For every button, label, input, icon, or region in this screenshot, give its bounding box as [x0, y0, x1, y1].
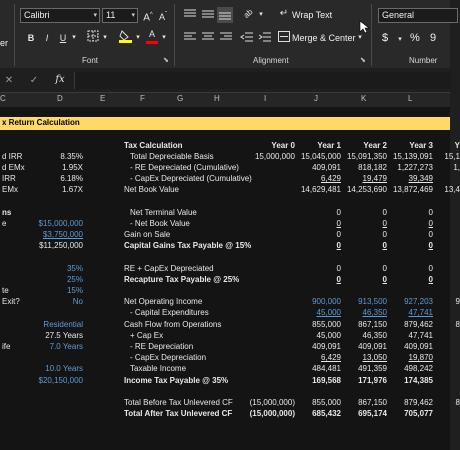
table-cell[interactable]: 491,359	[358, 364, 387, 373]
column-header-k[interactable]: K	[361, 94, 367, 103]
row-label[interactable]: Net Operating Income	[124, 297, 203, 306]
table-cell[interactable]: 867,150	[358, 320, 387, 329]
table-cell[interactable]: 927,203	[404, 297, 433, 306]
align-center-icon	[202, 32, 214, 42]
font-name-combobox[interactable]: Calibri ▾	[20, 8, 100, 23]
ribbon-separator	[14, 4, 15, 66]
table-cell[interactable]: 0	[382, 275, 387, 284]
table-cell[interactable]: 409,091	[404, 342, 433, 351]
align-top-icon	[184, 9, 196, 19]
table-cell[interactable]: 45,000	[316, 308, 341, 317]
middle-align-button[interactable]	[201, 9, 215, 23]
column-header-l[interactable]: L	[408, 94, 413, 103]
currency-format-button[interactable]: $	[382, 32, 389, 44]
column-header-e[interactable]: E	[100, 94, 106, 103]
row-label[interactable]: - Net Book Value	[130, 219, 190, 228]
table-cell[interactable]: 8	[455, 398, 460, 407]
bold-button[interactable]: B	[27, 33, 35, 43]
table-cell[interactable]: 0	[428, 230, 433, 239]
italic-button[interactable]: I	[45, 33, 49, 43]
table-cell[interactable]: 46,350	[362, 308, 387, 317]
input-value[interactable]: No	[72, 297, 83, 306]
chevron-down-icon: ▾	[93, 12, 97, 19]
table-cell[interactable]: 0	[382, 264, 387, 273]
clipboard-partial-label: er	[0, 38, 9, 48]
table-cell[interactable]: 705,077	[404, 409, 433, 418]
table-cell[interactable]: 0	[382, 208, 387, 217]
table-cell[interactable]: 879,462	[404, 320, 433, 329]
column-header-c[interactable]: C	[0, 94, 6, 103]
table-cell[interactable]: 6,429	[320, 174, 341, 183]
paint-bucket-icon	[119, 29, 132, 43]
table-header[interactable]: Year 2	[363, 141, 387, 150]
input-label[interactable]: e	[2, 219, 7, 228]
table-cell[interactable]: 45,000	[316, 331, 341, 340]
font-size-combobox[interactable]: 11 ▾	[102, 8, 138, 23]
table-cell[interactable]: 15,000,000	[254, 152, 295, 161]
row-label[interactable]: Gain on Sale	[124, 230, 171, 239]
table-cell[interactable]: 498,242	[404, 364, 433, 373]
table-cell[interactable]: 685,432	[312, 409, 341, 418]
table-cell[interactable]: 0	[336, 275, 341, 284]
borders-icon	[87, 30, 99, 42]
merge-center-icon	[278, 31, 290, 46]
chevron-down-icon[interactable]: ▾	[162, 34, 166, 41]
section-title: x Return Calculation	[2, 118, 80, 127]
column-header-j[interactable]: J	[314, 94, 318, 103]
fill-color-button[interactable]	[118, 29, 132, 47]
table-header[interactable]: Year 1	[317, 141, 341, 150]
row-label[interactable]: Net Book Value	[124, 185, 179, 194]
input-label[interactable]: IRR	[2, 174, 16, 183]
input-value[interactable]: 1.67X	[62, 185, 83, 194]
chevron-down-icon: ▾	[131, 12, 135, 19]
row-label[interactable]: Income Tax Payable @ 35%	[124, 376, 229, 385]
input-value[interactable]: 15%	[66, 286, 83, 295]
row-label[interactable]: Total Before Tax Unlevered CF	[124, 398, 233, 407]
table-cell[interactable]: (15,000,000)	[249, 398, 295, 407]
increase-indent-icon	[259, 32, 271, 42]
table-cell[interactable]: 409,091	[312, 163, 341, 172]
input-value[interactable]: 35%	[66, 264, 83, 273]
row-label[interactable]: + Cap Ex	[130, 331, 164, 340]
table-cell[interactable]: 14,629,481	[300, 185, 341, 194]
decrease-indent-icon	[241, 32, 253, 42]
column-header-g[interactable]: G	[177, 94, 184, 103]
table-cell[interactable]: 47,741	[408, 331, 433, 340]
bottom-align-button[interactable]	[217, 7, 233, 23]
ribbon	[0, 0, 450, 68]
table-cell[interactable]: 695,174	[358, 409, 387, 418]
input-label[interactable]: d EMx	[2, 163, 25, 172]
input-value[interactable]: 27.5 Years	[45, 331, 83, 340]
input-value[interactable]: 6.18%	[60, 174, 83, 183]
input-value[interactable]: 8.35%	[60, 152, 83, 161]
table-header[interactable]: Tax Calculation	[124, 141, 183, 150]
table-cell[interactable]: 39,349	[408, 174, 433, 183]
column-header-i[interactable]: I	[264, 94, 267, 103]
table-cell[interactable]: 15,091,350	[346, 152, 387, 161]
wrap-text-icon: ↵	[279, 8, 289, 19]
input-label[interactable]: Exit?	[2, 297, 20, 306]
input-label[interactable]: d IRR	[2, 152, 23, 161]
section-title-bar	[0, 117, 450, 130]
chevron-down-icon[interactable]: ▾	[103, 34, 107, 41]
align-middle-icon	[202, 9, 214, 19]
table-cell[interactable]: 818,182	[358, 163, 387, 172]
row-label[interactable]: - Capital Expenditures	[130, 308, 209, 317]
table-cell[interactable]: 0	[336, 230, 341, 239]
orientation-button[interactable]	[240, 8, 256, 20]
wrap-text-button[interactable]: Wrap Text	[292, 10, 333, 20]
table-cell[interactable]: 19,479	[362, 174, 387, 183]
percent-format-button[interactable]: %	[410, 32, 420, 44]
column-header-d[interactable]: D	[57, 94, 63, 103]
table-cell[interactable]: 409,091	[312, 342, 341, 351]
table-cell[interactable]: 174,385	[404, 376, 433, 385]
input-value[interactable]: $3,750,000	[42, 230, 83, 239]
table-cell[interactable]: 1,227,273	[397, 163, 433, 172]
table-cell[interactable]: 0	[382, 241, 387, 250]
table-cell[interactable]: 0	[382, 219, 387, 228]
table-cell[interactable]: 14,253,690	[346, 185, 387, 194]
formula-bar	[0, 70, 450, 93]
table-cell[interactable]: 855,000	[312, 398, 341, 407]
mouse-cursor-icon	[360, 21, 369, 34]
table-cell[interactable]: 15,139,091	[392, 152, 433, 161]
align-right-button[interactable]	[219, 32, 233, 46]
table-cell[interactable]: 0	[428, 208, 433, 217]
table-cell[interactable]: 1,	[453, 163, 460, 172]
table-cell[interactable]: 46,350	[362, 331, 387, 340]
increase-indent-button[interactable]	[258, 32, 272, 46]
row-label[interactable]: Total After Tax Unlevered CF	[124, 409, 233, 418]
chevron-down-icon[interactable]: ▾	[259, 11, 263, 18]
table-cell[interactable]: 879,462	[404, 398, 433, 407]
input-label[interactable]: EMx	[2, 185, 18, 194]
table-cell[interactable]: 409,091	[358, 342, 387, 351]
underline-button[interactable]: U	[59, 33, 67, 43]
table-cell[interactable]: 0	[428, 264, 433, 273]
row-label[interactable]: - CapEx Depreciation	[130, 353, 207, 362]
table-cell[interactable]: 15,1	[444, 152, 460, 161]
input-value[interactable]: 25%	[66, 275, 83, 284]
input-label[interactable]: ife	[2, 342, 11, 351]
input-label[interactable]: ns	[2, 208, 12, 217]
orientation-icon: ab	[241, 7, 254, 20]
group-label-alignment: Alignment	[253, 56, 289, 65]
row-label[interactable]: - RE Depreciation	[130, 342, 194, 351]
table-cell[interactable]: 0	[428, 219, 433, 228]
table-cell[interactable]: 0	[336, 219, 341, 228]
row-label[interactable]: - RE Depreciated (Cumulative)	[130, 163, 239, 172]
table-cell[interactable]: 0	[336, 264, 341, 273]
table-cell[interactable]: 0	[428, 241, 433, 250]
align-center-button[interactable]	[201, 32, 215, 46]
chevron-down-icon[interactable]: ▾	[398, 36, 402, 43]
table-cell[interactable]: 0	[336, 241, 341, 250]
table-cell[interactable]: 13,050	[362, 353, 387, 362]
table-cell[interactable]: 8	[455, 320, 460, 329]
chevron-down-icon[interactable]: ▾	[136, 34, 140, 41]
table-cell[interactable]: 171,976	[358, 376, 387, 385]
chevron-down-icon[interactable]: ▾	[358, 34, 362, 41]
comma-format-button[interactable]: 9	[430, 32, 437, 44]
column-header-f[interactable]: F	[140, 94, 145, 103]
group-label-number: Number	[409, 56, 438, 65]
number-format-combobox[interactable]: General	[378, 8, 458, 23]
top-align-button[interactable]	[183, 9, 197, 23]
decrease-indent-button[interactable]	[240, 32, 254, 46]
table-cell[interactable]: 900,000	[312, 297, 341, 306]
row-label[interactable]: - CapEx Depreciated (Cumulative)	[130, 174, 252, 183]
formula-input[interactable]	[74, 72, 451, 89]
input-value[interactable]: 1.95X	[62, 163, 83, 172]
align-bottom-icon	[219, 9, 231, 21]
font-dialog-launcher-icon[interactable]: ⬊	[163, 57, 169, 64]
confirm-entry-icon[interactable]: ✓	[29, 75, 39, 86]
table-cell[interactable]: 855,000	[312, 320, 341, 329]
borders-button[interactable]	[86, 30, 100, 46]
table-cell[interactable]: 484,481	[312, 364, 341, 373]
input-value[interactable]: $20,150,000	[38, 376, 83, 385]
align-left-button[interactable]	[183, 32, 197, 46]
table-cell[interactable]: 19,870	[408, 353, 433, 362]
input-label[interactable]: te	[2, 286, 9, 295]
input-value[interactable]: Residential	[43, 320, 83, 329]
table-cell[interactable]: 867,150	[358, 398, 387, 407]
align-right-icon	[220, 32, 232, 42]
shrink-font-button[interactable]: $A^ˇ$	[158, 12, 167, 22]
column-headers	[0, 93, 450, 108]
table-cell[interactable]: 0	[428, 275, 433, 284]
font-color-button[interactable]: A	[146, 28, 158, 44]
group-label-font: Font	[82, 56, 99, 65]
input-value[interactable]: 10.0 Years	[45, 364, 83, 373]
row-label[interactable]: Total Depreciable Basis	[130, 152, 214, 161]
table-cell[interactable]: 0	[336, 208, 341, 217]
align-left-icon	[184, 32, 196, 42]
column-header-h[interactable]: H	[214, 94, 220, 103]
table-cell[interactable]: 6,429	[320, 353, 341, 362]
table-header[interactable]: Y	[454, 141, 460, 150]
merge-center-button[interactable]: Merge & Center	[292, 33, 356, 43]
table-cell[interactable]: 169,568	[312, 376, 341, 385]
insert-function-button[interactable]: fx	[55, 74, 65, 85]
alignment-dialog-launcher-icon[interactable]: ⬊	[360, 57, 366, 64]
input-value[interactable]: $11,250,000	[39, 241, 83, 250]
ribbon-separator	[371, 4, 372, 66]
input-value[interactable]: $15,000,000	[38, 219, 83, 228]
row-label[interactable]: Net Terminal Value	[130, 208, 197, 217]
cancel-entry-icon[interactable]: ✕	[4, 75, 14, 86]
table-cell[interactable]: 913,500	[358, 297, 387, 306]
chevron-down-icon[interactable]: ▾	[72, 34, 76, 41]
table-cell[interactable]: 47,741	[408, 308, 433, 317]
table-header[interactable]: Year 0	[271, 141, 295, 150]
row-label[interactable]: RE + CapEx Depreciated	[124, 264, 214, 273]
table-cell[interactable]: 9	[455, 297, 460, 306]
table-cell[interactable]: 13,4	[444, 185, 460, 194]
ribbon-separator	[174, 4, 175, 66]
table-header[interactable]: Year 3	[409, 141, 433, 150]
row-label[interactable]: Capital Gains Tax Payable @ 15%	[124, 241, 252, 250]
row-label[interactable]: Taxable Income	[130, 364, 187, 373]
table-cell[interactable]: 13,872,469	[392, 185, 433, 194]
input-value[interactable]: 7.0 Years	[49, 342, 83, 351]
table-cell[interactable]: 15,045,000	[300, 152, 341, 161]
row-label[interactable]: Cash Flow from Operations	[124, 320, 222, 329]
row-label[interactable]: Recapture Tax Payable @ 25%	[124, 275, 240, 284]
table-cell[interactable]: 0	[382, 230, 387, 239]
font-color-swatch	[146, 41, 158, 44]
worksheet-grid[interactable]	[0, 107, 460, 450]
table-cell[interactable]: (15,000,000)	[249, 409, 295, 418]
grow-font-button[interactable]: A^	[143, 12, 153, 24]
